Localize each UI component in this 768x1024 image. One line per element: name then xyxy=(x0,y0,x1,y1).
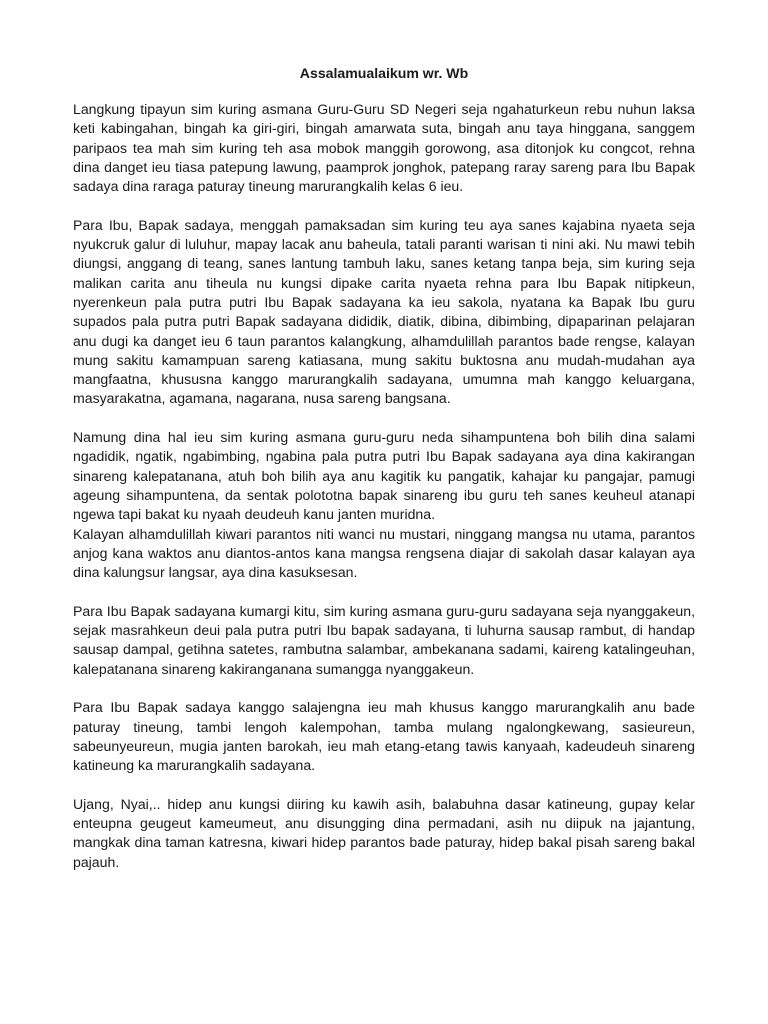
document-page xyxy=(73,64,695,891)
paragraph-2: Para Ibu, Bapak sadaya, menggah pamaksadan sim kuring teu aya sanes kajabina nyaeta seja nyukcruk galur di luluhur, mapay lacak anu baheula, tatali paranti warisan ti nini aki. Nu mawi tebih diungsi, anggang di teang, sanes lantung tambuh laku, sanes ketang tanpa beja, sim kuring seja malikan carita anu tiheula nu kungsi dipake carita nyaeta rehna para Ibu Bapak nitipkeun, nyerenkeun pala putra putri Ibu Bapak sadayana ka ieu sakola, nyatana ka Bapak Ibu guru supados pala putra putri Bapak sadayana dididik, diatik, dibina, dibimbing, dipaparinan pelajaran anu dugi ka danget ieu 6 taun parantos kalangkung, alhamdulillah parantos bade rengse, kalayan mung sakitu kamampuan sareng katiasana, mung sakitu buktosna anu mudah-mudahan aya mangfaatna, khususna kanggo marurangkalih sadayana, umumna mah kanggo keluargana, masyarakatna, agamana, nagarana, nusa sareng bangsana. xyxy=(73,216,695,407)
paragraph-4: Kalayan alhamdulillah kiwari parantos niti wanci nu mustari, ninggang mangsa nu utama, parantos anjog kana waktos anu diantos-antos kana mangsa rengsena diajar di sakolah dasar kalayan aya dina kalungsur langsar, aya dina kasuksesan. xyxy=(73,525,695,581)
paragraph-5: Para Ibu Bapak sadayana kumargi kitu, sim kuring asmana guru-guru sadayana seja nyanggakeun, sejak masrahkeun deui pala putra putri Ibu bapak sadayana, ti luhurna sausap rambut, di handap sausap dampal, getihna satetes, rambutna salambar, ambekanana sadami, kaireng katalingeuhan, kalepatanana sinareng kakiranganana sumangga nyanggakeun. xyxy=(73,602,695,677)
paragraph-3: Namung dina hal ieu sim kuring asmana guru-guru neda sihampuntena boh bilih dina salami ngadidik, ngatik, ngabimbing, ngabina pala putra putri Ibu Bapak sadayana aya dina kakirangan sinareng kalepatanana, atuh boh bilih aya anu kagitik ku pangatik, kahajar ku pangajar, pamugi ageung sihampuntena, da sentak polototna bapak sinareng ibu guru teh sanes keuheul atanapi ngewa tapi bakat ku nyaah deudeuh kanu janten muridna. xyxy=(73,429,695,523)
paragraph-1: Langkung tipayun sim kuring asmana Guru-Guru SD Negeri seja ngahaturkeun rebu nuhun laksa keti kabingahan, bingah ka giri-giri, bingah amarwata suta, bingah anu taya hinggana, sanggem paripaos tea mah sim kuring teh asa mobok manggih gorowong, asa ditonjok ku congcot, rehna dina danget ieu tiasa patepung lawung, paamprok jonghok, patepang raray sareng para Ibu Bapak sadaya dina raraga paturay tineung marurangkalih kelas 6 ieu. xyxy=(73,101,695,195)
document-title: Assalamualaikum wr. Wb xyxy=(299,65,469,81)
paragraph-7: Ujang, Nyai,.. hidep anu kungsi diiring ku kawih asih, balabuhna dasar katineung, gupay kelar enteupna geugeut kameumeut, anu disungging dina permadani, asih nu diipuk na jajantung, mangkak dina taman katresna, kiwari hidep parantos bade paturay, hidep bakal pisah sareng bakal pajauh. xyxy=(73,795,695,870)
paragraph-6: Para Ibu Bapak sadaya kanggo salajengna ieu mah khusus kanggo marurangkalih anu bade paturay tineung, tambi lengoh kalempohan, tamba mulang ngalongkewang, sasieureun, sabeunyeureun, mugia janten barokah, ieu mah etang-etang tawis kanyaah, kadeudeuh sinareng katineung ka marurangkalih sadayana. xyxy=(73,699,695,774)
